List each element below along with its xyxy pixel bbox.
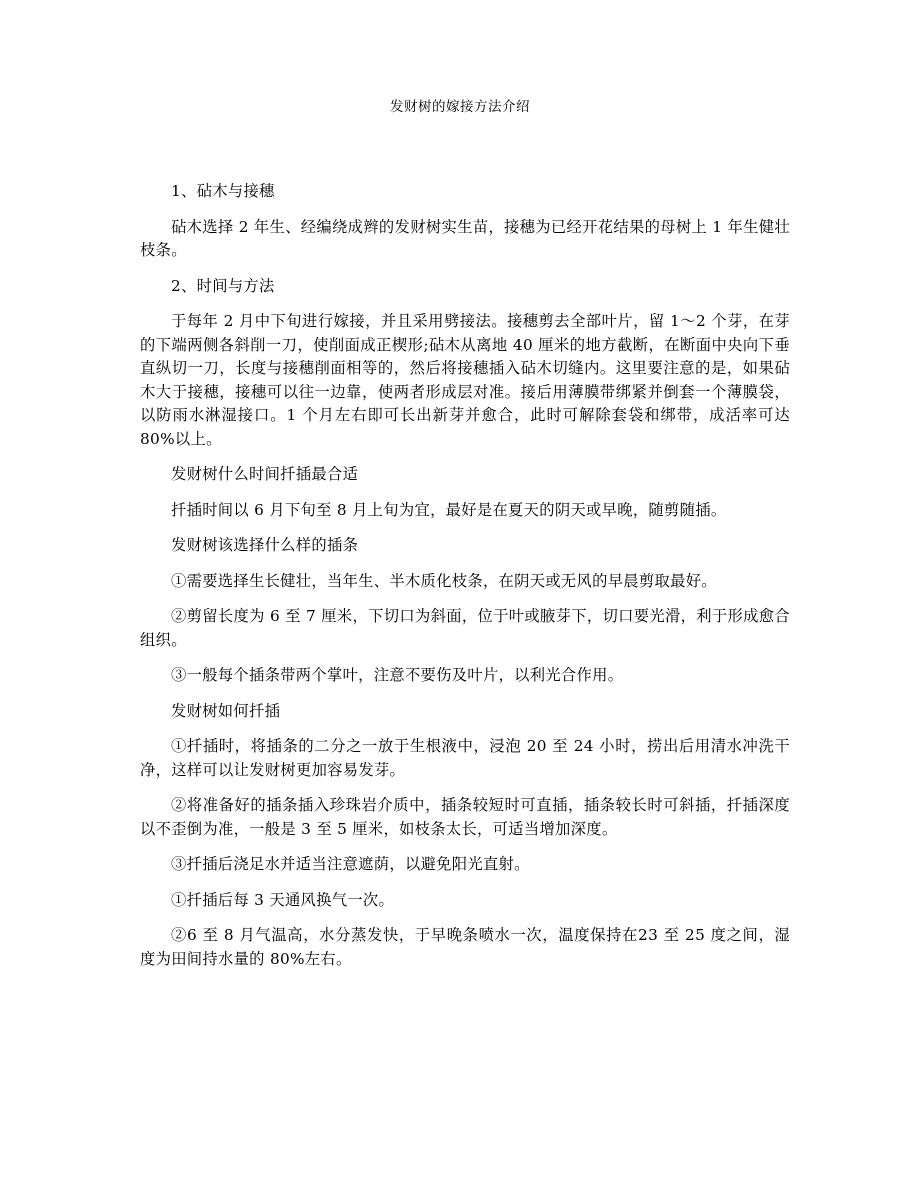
list-item-howto-1: ①扦插时，将插条的二分之一放于生根液中，浸泡 20 至 24 小时，捞出后用清水冲洗干净，这样可以让发财树更加容易发芽。 [140, 737, 790, 779]
list-item-care-1: ①扦插后每 3 天通风换气一次。 [171, 890, 395, 909]
paragraph-rootstock-scion: 砧木选择 2 年生、经编绕成辫的发财树实生苗，接穗为已经开花结果的母树上 1 年生健壮枝条。 [140, 217, 790, 259]
document-body [140, 180, 790, 983]
section-heading-cutting-time: 发财树什么时间扦插最合适 [171, 465, 359, 483]
list-item-selection-3: ③一般每个插条带两个掌叶，注意不要伤及叶片，以利光合作用。 [171, 666, 624, 684]
list-item-selection-2: ②剪留长度为 6 至 7 厘米，下切口为斜面，位于叶或腋芽下，切口要光滑，利于形成愈合组织。 [140, 607, 790, 649]
paragraph-cutting-time: 扦插时间以 6 月下旬至 8 月上旬为宜，最好是在夏天的阴天或早晚，随剪随插。 [171, 500, 727, 519]
document-title: 发财树的嫁接方法介绍 [390, 99, 530, 115]
section-heading-how-to-cut: 发财树如何扦插 [171, 701, 281, 720]
list-item-selection-1: ①需要选择生长健壮，当年生、半木质化枝条，在阴天或无风的早晨剪取最好。 [171, 571, 717, 590]
list-item-howto-2: ②将准备好的插条插入珍珠岩介质中，插条较短时可直插，插条较长时可斜插，扦插深度以不歪倒为准，一般是 3 至 5 厘米，如枝条太长，可适当增加深度。 [140, 796, 790, 838]
section-heading-time-method: 2、时间与方法 [171, 276, 275, 295]
paragraph-time-method: 于每年 2 月中下旬进行嫁接，并且采用劈接法。接穗剪去全部叶片，留 1～2 个芽，在芽的下端两侧各斜削一刀，使削面成正楔形;砧木从离地 40 厘米的地方截断，在断面中央向下垂直纵切一刀，长度与接穗削面相等的，然后将接穗插入砧木切缝内。这里要注意的是，如果砧木大于接穗，接穗可以往一边靠，使两者形成层对准。接后用薄膜带绑紧并倒套一个薄膜袋，以防雨水淋湿接口。1 个月左右即可长出新芽并愈合，此时可解除套袋和绑带，成活率可达 80%以上。 [140, 312, 790, 448]
list-item-care-2: ②6 至 8 月气温高，水分蒸发快，于早晚条喷水一次，温度保持在23 至 25 度之间，湿度为田间持水量的 80%左右。 [140, 926, 790, 968]
list-item-howto-3: ③扦插后浇足水并适当注意遮荫，以避免阳光直射。 [171, 855, 530, 873]
section-heading-cutting-selection: 发财树该选择什么样的插条 [171, 536, 359, 554]
section-heading-rootstock-scion: 1、砧木与接穗 [171, 182, 275, 200]
